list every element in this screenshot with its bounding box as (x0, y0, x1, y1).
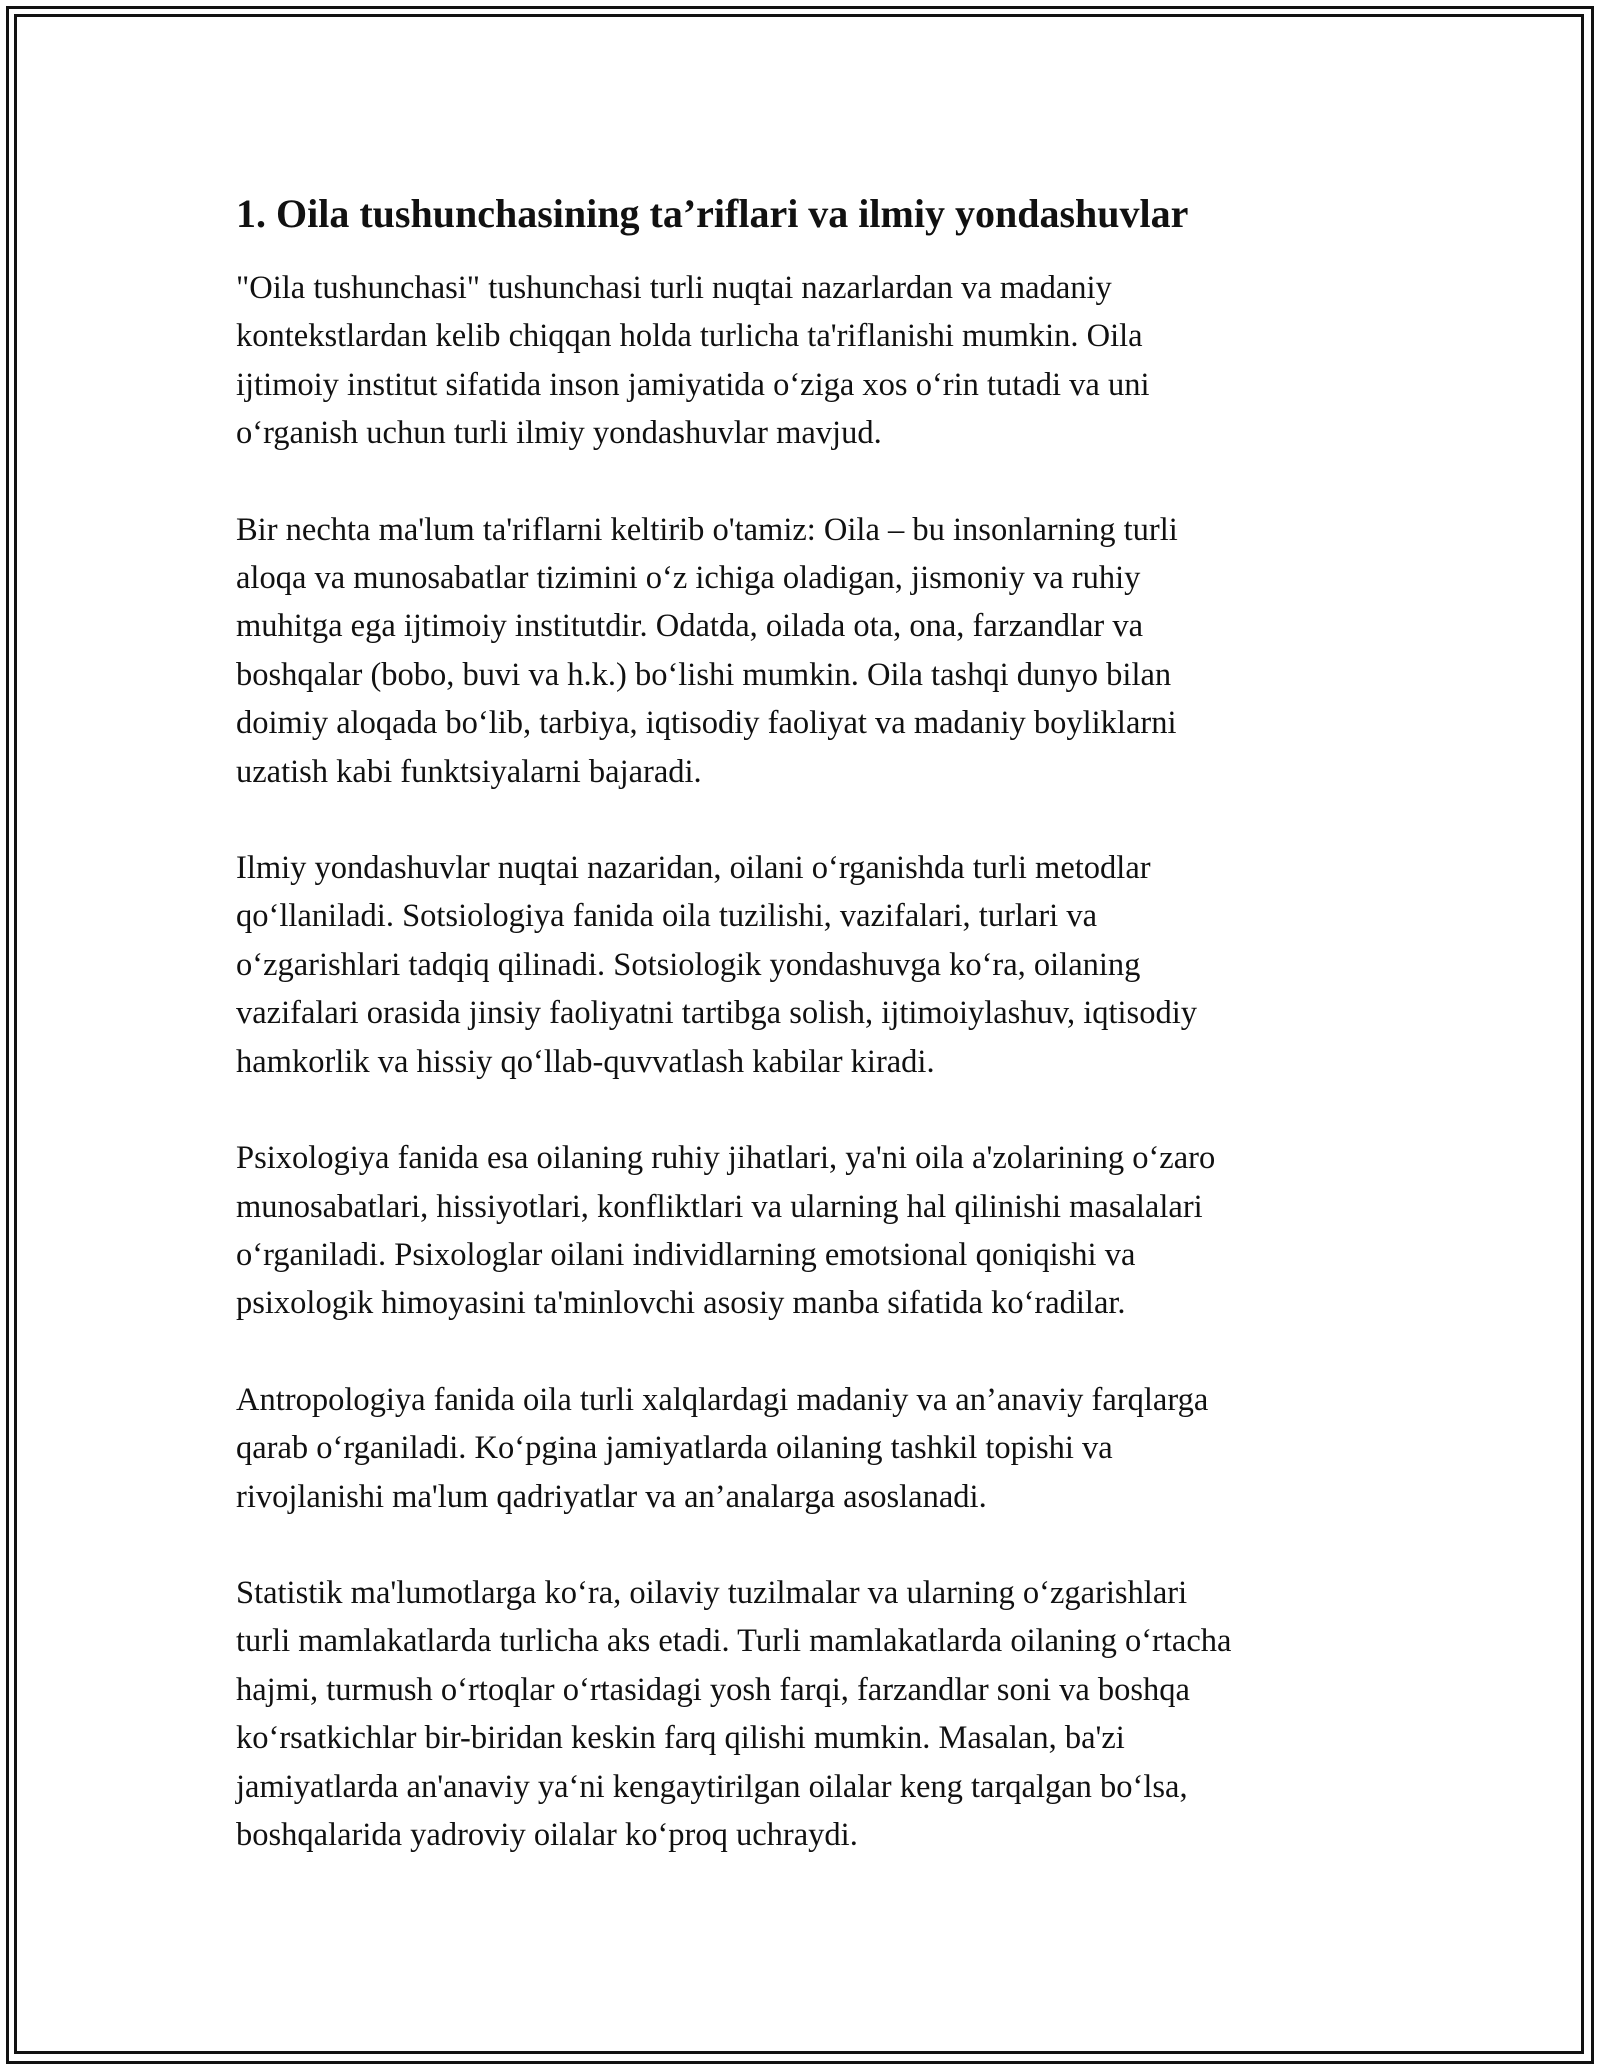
document-body (236, 186, 1376, 1907)
section-heading: 1. Oila tushunchasining ta’riflari va ilmiy yondashuvlar (236, 191, 1189, 236)
paragraph-sociology: Ilmiy yondashuvlar nuqtai nazaridan, oilani o‘rganishda turli metodlar qo‘llaniladi. Sotsiologiya fanida oila tuzilishi, vazifalari, turlari va o‘zgarishlari tadqiq qilinadi. Sotsiologik yondashuvga ko‘ra, oilaning vazifalari orasida jinsiy faoliyatni tartibga solish, ijtimoiylashuv, iqtisodiy hamkorlik va hissiy qo‘llab-quvvatlash kabilar kiradi. (236, 850, 1197, 1080)
paragraph-psychology: Psixologiya fanida esa oilaning ruhiy jihatlari, ya'ni oila a'zolarining o‘zaro munosabatlari, hissiyotlari, konfliktlari va ularning hal qilinishi masalalari o‘rganiladi. Psixologlar oilani individlarning emotsional qoniqishi va psixologik himoyasini ta'minlovchi asosiy manba sifatida ko‘radilar. (236, 1140, 1216, 1322)
paragraph-known-definitions: Bir nechta ma'lum ta'riflarni keltirib o'tamiz: Oila – bu insonlarning turli aloqa va munosabatlar tizimini o‘z ichiga oladigan, jismoniy va ruhiy muhitga ega ijtimoiy institutdir. Odatda, oilada ota, ona, farzandlar va boshqalar (bobo, buvi va h.k.) bo‘lishi mumkin. Oila tashqi dunyo bilan doimiy aloqada bo‘lib, tarbiya, iqtisodiy faoliyat va madaniy boyliklarni uzatish kabi funktsiyalarni bajaradi. (236, 511, 1178, 790)
paragraph-statistics: Statistik ma'lumotlarga ko‘ra, oilaviy tuzilmalar va ularning o‘zgarishlari turli mamlakatlarda turlicha aks etadi. Turli mamlakatlarda oilaning o‘rtacha hajmi, turmush o‘rtoqlar o‘rtasidagi yosh farqi, farzandlar soni va boshqa ko‘rsatkichlar bir-biridan keskin farq qilishi mumkin. Masalan, ba'zi jamiyatlarda an'anaviy ya‘ni kengaytirilgan oilalar keng tarqalgan bo‘lsa, boshqalarida yadroviy oilalar ko‘proq uchraydi. (236, 1574, 1232, 1853)
paragraph-definition: "Oila tushunchasi" tushunchasi turli nuqtai nazarlardan va madaniy kontekstlardan kelib chiqqan holda turlicha ta'riflanishi mumkin. Oila ijtimoiy institut sifatida inson jamiyatida o‘ziga xos o‘rin tutadi va uni o‘rganish uchun turli ilmiy yondashuvlar mavjud. (236, 270, 1150, 452)
paragraph-anthropology: Antropologiya fanida oila turli xalqlardagi madaniy va an’anaviy farqlarga qarab o‘rganiladi. Ko‘pgina jamiyatlarda oilaning tashkil topishi va rivojlanishi ma'lum qadriyatlar va an’analarga asoslanadi. (236, 1381, 1209, 1515)
